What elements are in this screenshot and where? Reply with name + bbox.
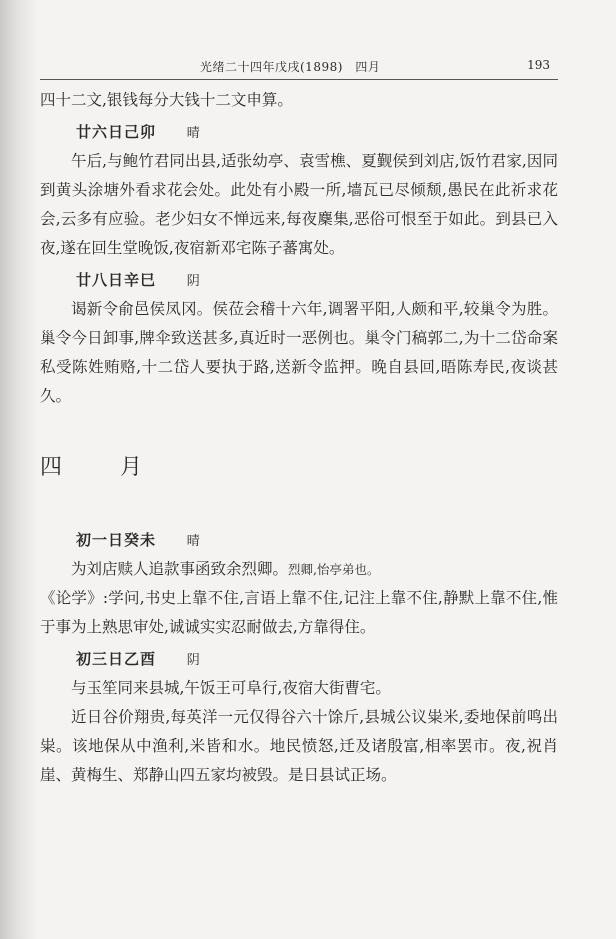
entry-date: 初三日乙酉	[76, 650, 157, 668]
diary-entry	[40, 525, 558, 642]
diary-entry	[40, 265, 558, 411]
entry-date: 廿八日辛巳	[76, 271, 157, 289]
entry-paragraph: 近日谷价翔贵,每英洋一元仅得谷六十馀斤,县城公议粜米,委地保前鸣出粜。该地保从中渔利,米皆和水。地民愤怒,迁及诸殷富,相率罢市。夜,祝肖崖、黄梅生、郑静山四五家均被毁。是日县试正场。	[40, 708, 558, 784]
page-number: 193	[527, 58, 550, 72]
entry-date: 初一日癸未	[76, 531, 157, 549]
diary-entry	[40, 644, 558, 790]
entry-paragraph	[40, 555, 558, 584]
continued-paragraph: 四十二文,银钱每分大钱十二文申算。	[40, 91, 293, 109]
entry-paragraph: 与玉笙同来县城,午饭王可阜行,夜宿大街曹宅。	[71, 679, 391, 697]
entry-weather: 晴	[186, 534, 200, 549]
page-body	[40, 86, 558, 790]
entry-heading	[40, 117, 558, 147]
entry-date: 廿六日己卯	[76, 123, 157, 141]
entry-paragraph: 谒新令俞邑侯凤冈。侯莅会稽十六年,调署平阳,人颇和平,较巢令为胜。巢令今日卸事,牌伞致送甚多,真近时一恶例也。巢令门稿郭二,为十二岱命案私受陈姓贿赂,十二岱人要执于路,送新令监押。晚自县回,晤陈寿民,夜谈甚久。	[40, 300, 558, 405]
entry-heading	[40, 525, 558, 555]
header-rule	[40, 79, 558, 80]
month-heading: 四 月	[40, 455, 161, 480]
diary-entry	[40, 117, 558, 263]
entry-weather: 晴	[186, 126, 200, 141]
running-title: 光绪二十四年戊戌(1898) 四月	[200, 60, 381, 74]
annotation-note: 烈卿,怡亭弟也。	[288, 562, 380, 577]
entry-weather: 阴	[186, 653, 200, 668]
entry-text: 为刘店赎人追款事函致余烈卿。	[71, 560, 289, 578]
entry-paragraph: 午后,与鲍竹君同出县,适张幼亭、袁雪樵、夏觐侯到刘店,饭竹君家,因同到黄头涂塘外看求花会处。此处有小殿一所,墙瓦已尽倾颓,愚民在此祈求花会,云多有应验。老少妇女不惮远来,每夜麇集,恶俗可恨至于如此。到县已入夜,遂在回生堂晚饭,夜宿新邓宅陈子蕃寓处。	[40, 152, 558, 257]
entry-weather: 阴	[186, 274, 200, 289]
running-header	[40, 56, 558, 78]
entry-paragraph: 《论学》:学问,书史上靠不住,言语上靠不住,记注上靠不住,静默上靠不住,惟于事为上熟思审处,诚诚实实忍耐做去,方靠得住。	[40, 589, 558, 636]
entry-heading	[40, 644, 558, 674]
entry-heading	[40, 265, 558, 295]
